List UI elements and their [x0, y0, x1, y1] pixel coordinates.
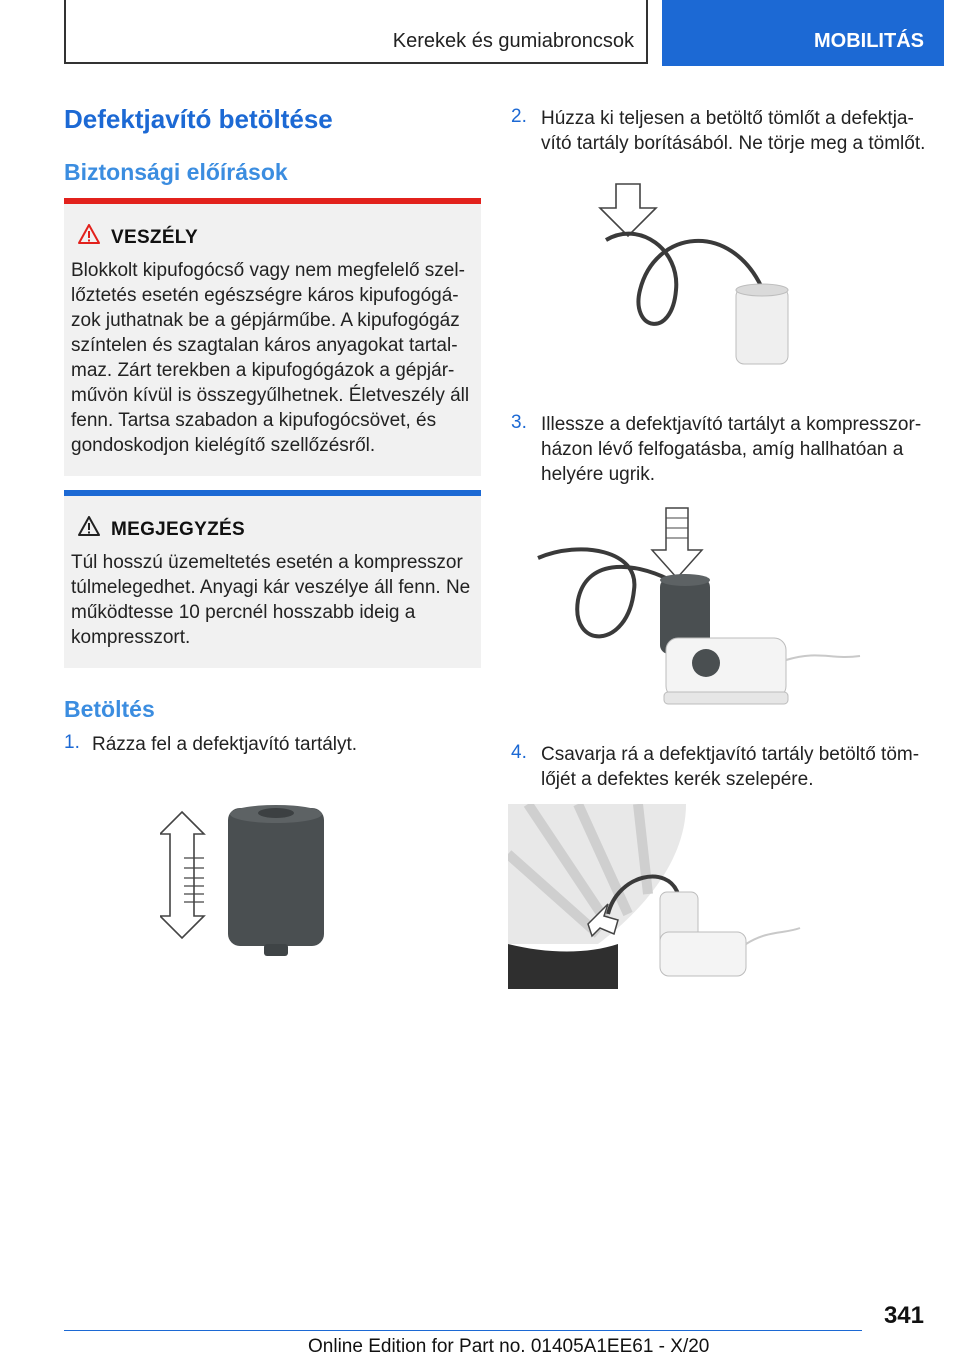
header-chapter-tab [662, 0, 944, 66]
danger-line: maz. Zárt terekben a kipufogógázok a gépjár- [71, 360, 455, 381]
header-chapter-title: MOBILITÁS [814, 30, 924, 52]
step-number: 3. [511, 412, 527, 433]
step-number: 2. [511, 106, 527, 127]
note-text [71, 550, 476, 650]
note-line: Túl hosszú üzemeltetés esetén a kompresszor [71, 552, 463, 573]
step-line: házon lévő felfogatásba, amíg hallhatóan a [541, 439, 904, 460]
warning-triangle-icon [78, 224, 100, 244]
note-line: kompresszort. [71, 627, 191, 648]
step-text [541, 412, 941, 487]
step-text [92, 732, 482, 757]
step-line: Rázza fel a defektjavító tartályt. [92, 734, 358, 755]
step-line: Húzza ki teljesen a betöltő tömlőt a defektja- [541, 108, 914, 129]
danger-line: lőztetés esetén egészségre káros kipufogógá- [71, 285, 459, 306]
insert-canister-illustration [530, 500, 880, 720]
danger-line: Blokkolt kipufogócső vagy nem megfelelő szel- [71, 260, 465, 281]
page-number: 341 [883, 1302, 924, 1329]
danger-line: gondoskodjon kielégítő szellőzésről. [71, 435, 376, 456]
step-line: lőjét a defektes kerék szelepére. [541, 769, 814, 790]
danger-bar [64, 198, 481, 204]
step-line: vító tartály borításából. Ne törje meg a tömlőt. [541, 133, 926, 154]
note-line: működtesse 10 percnél hosszabb ideig a [71, 602, 416, 623]
safety-heading: Biztonsági előírások [64, 159, 288, 185]
loading-heading: Betöltés [64, 696, 155, 722]
note-label: MEGJEGYZÉS [111, 519, 245, 540]
danger-line: zok juthatnak be a gépjárműbe. A kipufogógáz [71, 310, 460, 331]
danger-label: VESZÉLY [111, 227, 198, 248]
note-box [64, 490, 481, 668]
header-section-tab [64, 0, 648, 64]
step-number: 4. [511, 742, 527, 763]
danger-box [64, 198, 481, 476]
danger-line: színtelen és szagtalan káros anyagokat tartal- [71, 335, 458, 356]
warning-triangle-icon [78, 516, 100, 536]
footer-edition: Online Edition for Part no. 01405A1EE61 - X/20 [308, 1336, 710, 1357]
footer-rule [64, 1330, 862, 1331]
note-line: túlmelegedhet. Anyagi kár veszélye áll fenn. Ne [71, 577, 471, 598]
header-section-title: Kerekek és gumiabroncsok [392, 30, 634, 52]
step-line: Csavarja rá a defektjavító tartály betöltő töm- [541, 744, 920, 765]
note-bar [64, 490, 481, 496]
step-line: helyére ugrik. [541, 464, 656, 485]
wheel-valve-illustration [508, 804, 818, 989]
step-number: 1. [64, 732, 80, 753]
pull-hose-illustration [580, 180, 810, 370]
step-line: Illessze a defektjavító tartályt a kompresszor- [541, 414, 922, 435]
danger-line: művön kívül is összegyűlhetnek. Életveszély áll [71, 385, 470, 406]
danger-line: fenn. Tartsa szabadon a kipufogócsövet, és [71, 410, 437, 431]
page-title: Defektjavító betöltése [64, 104, 333, 134]
step-text [541, 742, 941, 792]
shake-canister-illustration [160, 800, 330, 960]
danger-text [71, 258, 476, 458]
step-text [541, 106, 941, 156]
